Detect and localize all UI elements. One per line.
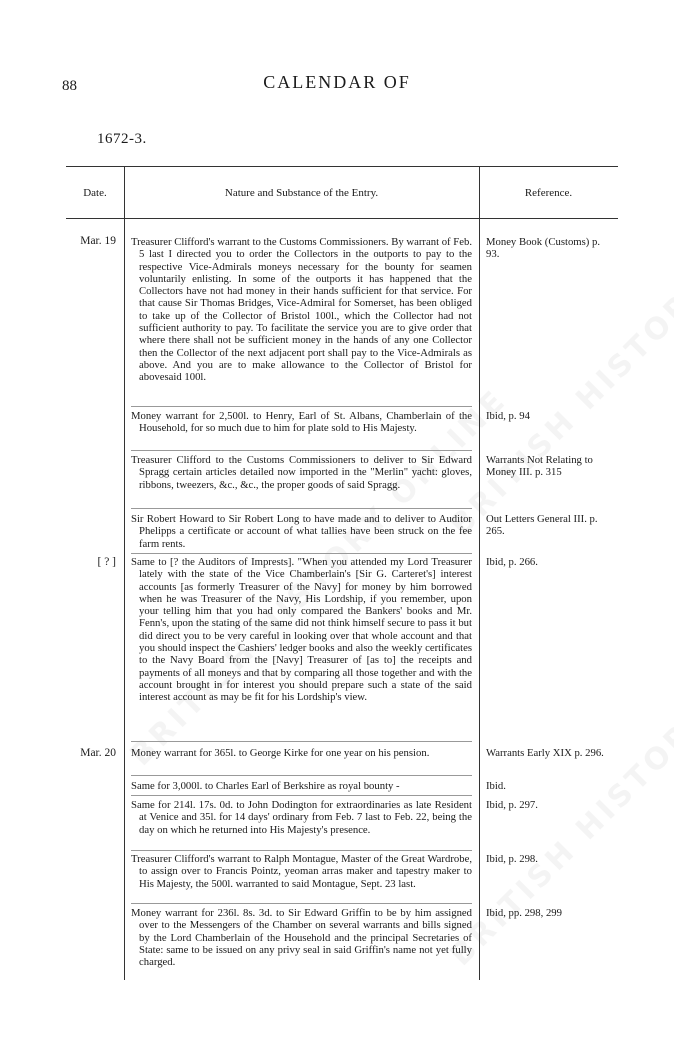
year-heading: 1672-3. [97, 131, 147, 147]
date-mar-19: Mar. 19 [80, 235, 116, 247]
entry-text: Same for 3,000l. to Charles Earl of Berkshire as royal bounty - [131, 780, 400, 792]
page-number: 88 [62, 78, 77, 94]
entry-reference: Warrants Early XIX p. 296. [486, 747, 604, 759]
column-heading-date: Date. [83, 187, 107, 199]
entry-text: Treasurer Clifford's warrant to Ralph Montague, Master of the Great Wardrobe, to assign over to Francis Pointz, yeoman arras maker and tapestry maker to His Majesty, the 500l. warranted to said Montague, Sept. 23 last. [131, 853, 472, 890]
entry-reference: Warrants Not Relating to Money III. p. 315 [486, 454, 593, 479]
entry-text: Money warrant for 365l. to George Kirke for one year on his pension. [131, 747, 430, 759]
entry-separator [131, 903, 472, 904]
entry-separator [131, 775, 472, 776]
entry-text: Same to [? the Auditors of Imprests]. "When you attended my Lord Treasurer lately with the state of the Vice Chamberlain's [Sir G. Carteret's] interest accounts [as formerly Treasurer of the Navy] for money by him borrowed when he was Treasurer of the Navy, His Lordship, if you remember, upon your telling him that you had only compared the Bankers' books and Mr. Fenn's, upon the stating of the same did not think himself secure to pass it but did direct you to be very careful in looking over that whole account and that you should inspect the Cashiers' ledger books and also the weekly certificates to the Navy Board from the [Navy] Treasurer of [as to] the receipts and payments of all moneys and that by comparing all those together and with the account brought in for interest you should prepare such a state of the said interest account as may be fit for his Lordship's view. [131, 556, 472, 704]
date-mar-20: Mar. 20 [80, 747, 116, 759]
entry-reference: Ibid. [486, 780, 506, 792]
entry-text: Treasurer Clifford's warrant to the Customs Commissioners. By warrant of Feb. 5 last I directed you to order the Collectors in the outports to pay to the respective Vice-Admirals moneys necessary for the bounty for seamen voluntarily enlisting. In some of the outports it has happened that the Collectors have not had money in their hands sufficient for that service. For that cause Sir Thomas Bridges, Vice-Admiral for Somerset, has been obliged to take up of the Collector of Bristol 100l., which the Collector had not sufficient authority to pay. To facilitate the service you are to give order that where there shall not be sufficient money in the hands of any one Collector then the Collector of the next adjacent port shall pay to the Vice-Admirals as above. And you are to make allowance to the Collector of Bristol for abovesaid 100l. [131, 236, 472, 384]
table-header-rule [66, 218, 618, 219]
entry-separator [131, 741, 472, 742]
entry-reference: Out Letters General III. p. 265. [486, 513, 598, 538]
entry-text: Money warrant for 2,500l. to Henry, Earl of St. Albans, Chamberlain of the Household, for so much due to him for plate sold to His Majesty. [131, 410, 472, 435]
entry-separator [131, 450, 472, 451]
entry-separator [131, 795, 472, 796]
column-divider-date [124, 166, 125, 980]
column-heading-nature: Nature and Substance of the Entry. [224, 187, 379, 199]
entry-reference: Ibid, p. 94 [486, 410, 530, 422]
date-unknown: [ ? ] [97, 556, 116, 568]
entry-reference: Ibid, p. 297. [486, 799, 538, 811]
entry-text: Same for 214l. 17s. 0d. to John Dodington for extraordinaries as late Resident at Venice and 35l. for 14 days' ordinary from Feb. 7 last to Feb. 22, being the day on which he returned into His Majesty's presence. [131, 799, 472, 836]
entry-separator [131, 406, 472, 407]
column-heading-reference: Reference. [524, 187, 573, 199]
column-divider-reference [479, 166, 480, 980]
entry-reference: Ibid, p. 298. [486, 853, 538, 865]
table-top-rule [66, 166, 618, 167]
entry-reference: Ibid, pp. 298, 299 [486, 907, 562, 919]
entry-reference: Ibid, p. 266. [486, 556, 538, 568]
running-head: CALENDAR OF [263, 72, 411, 92]
entry-separator [131, 553, 472, 554]
entry-separator [131, 508, 472, 509]
entry-text: Sir Robert Howard to Sir Robert Long to have made and to deliver to Auditor Phelipps a certificate or account of what tallies have been struck on the fee farm rents. [131, 513, 472, 550]
entry-separator [131, 850, 472, 851]
entry-text: Money warrant for 236l. 8s. 3d. to Sir Edward Griffin to be by him assigned over to the Messengers of the Chamber on several warrants and bills signed by the Lord Chamberlain of the Household and the principal Secretaries of State: same to be issued on any privy seal in said Griffin's name not yet fully charged. [131, 907, 472, 969]
entry-text: Treasurer Clifford to the Customs Commissioners to deliver to Sir Edward Spragg certain articles detailed now imported in the "Merlin" yacht: gloves, ribbons, tweezers, &c., &c., the proper goods of said Spragg. [131, 454, 472, 491]
entry-reference: Money Book (Customs) p. 93. [486, 236, 601, 261]
